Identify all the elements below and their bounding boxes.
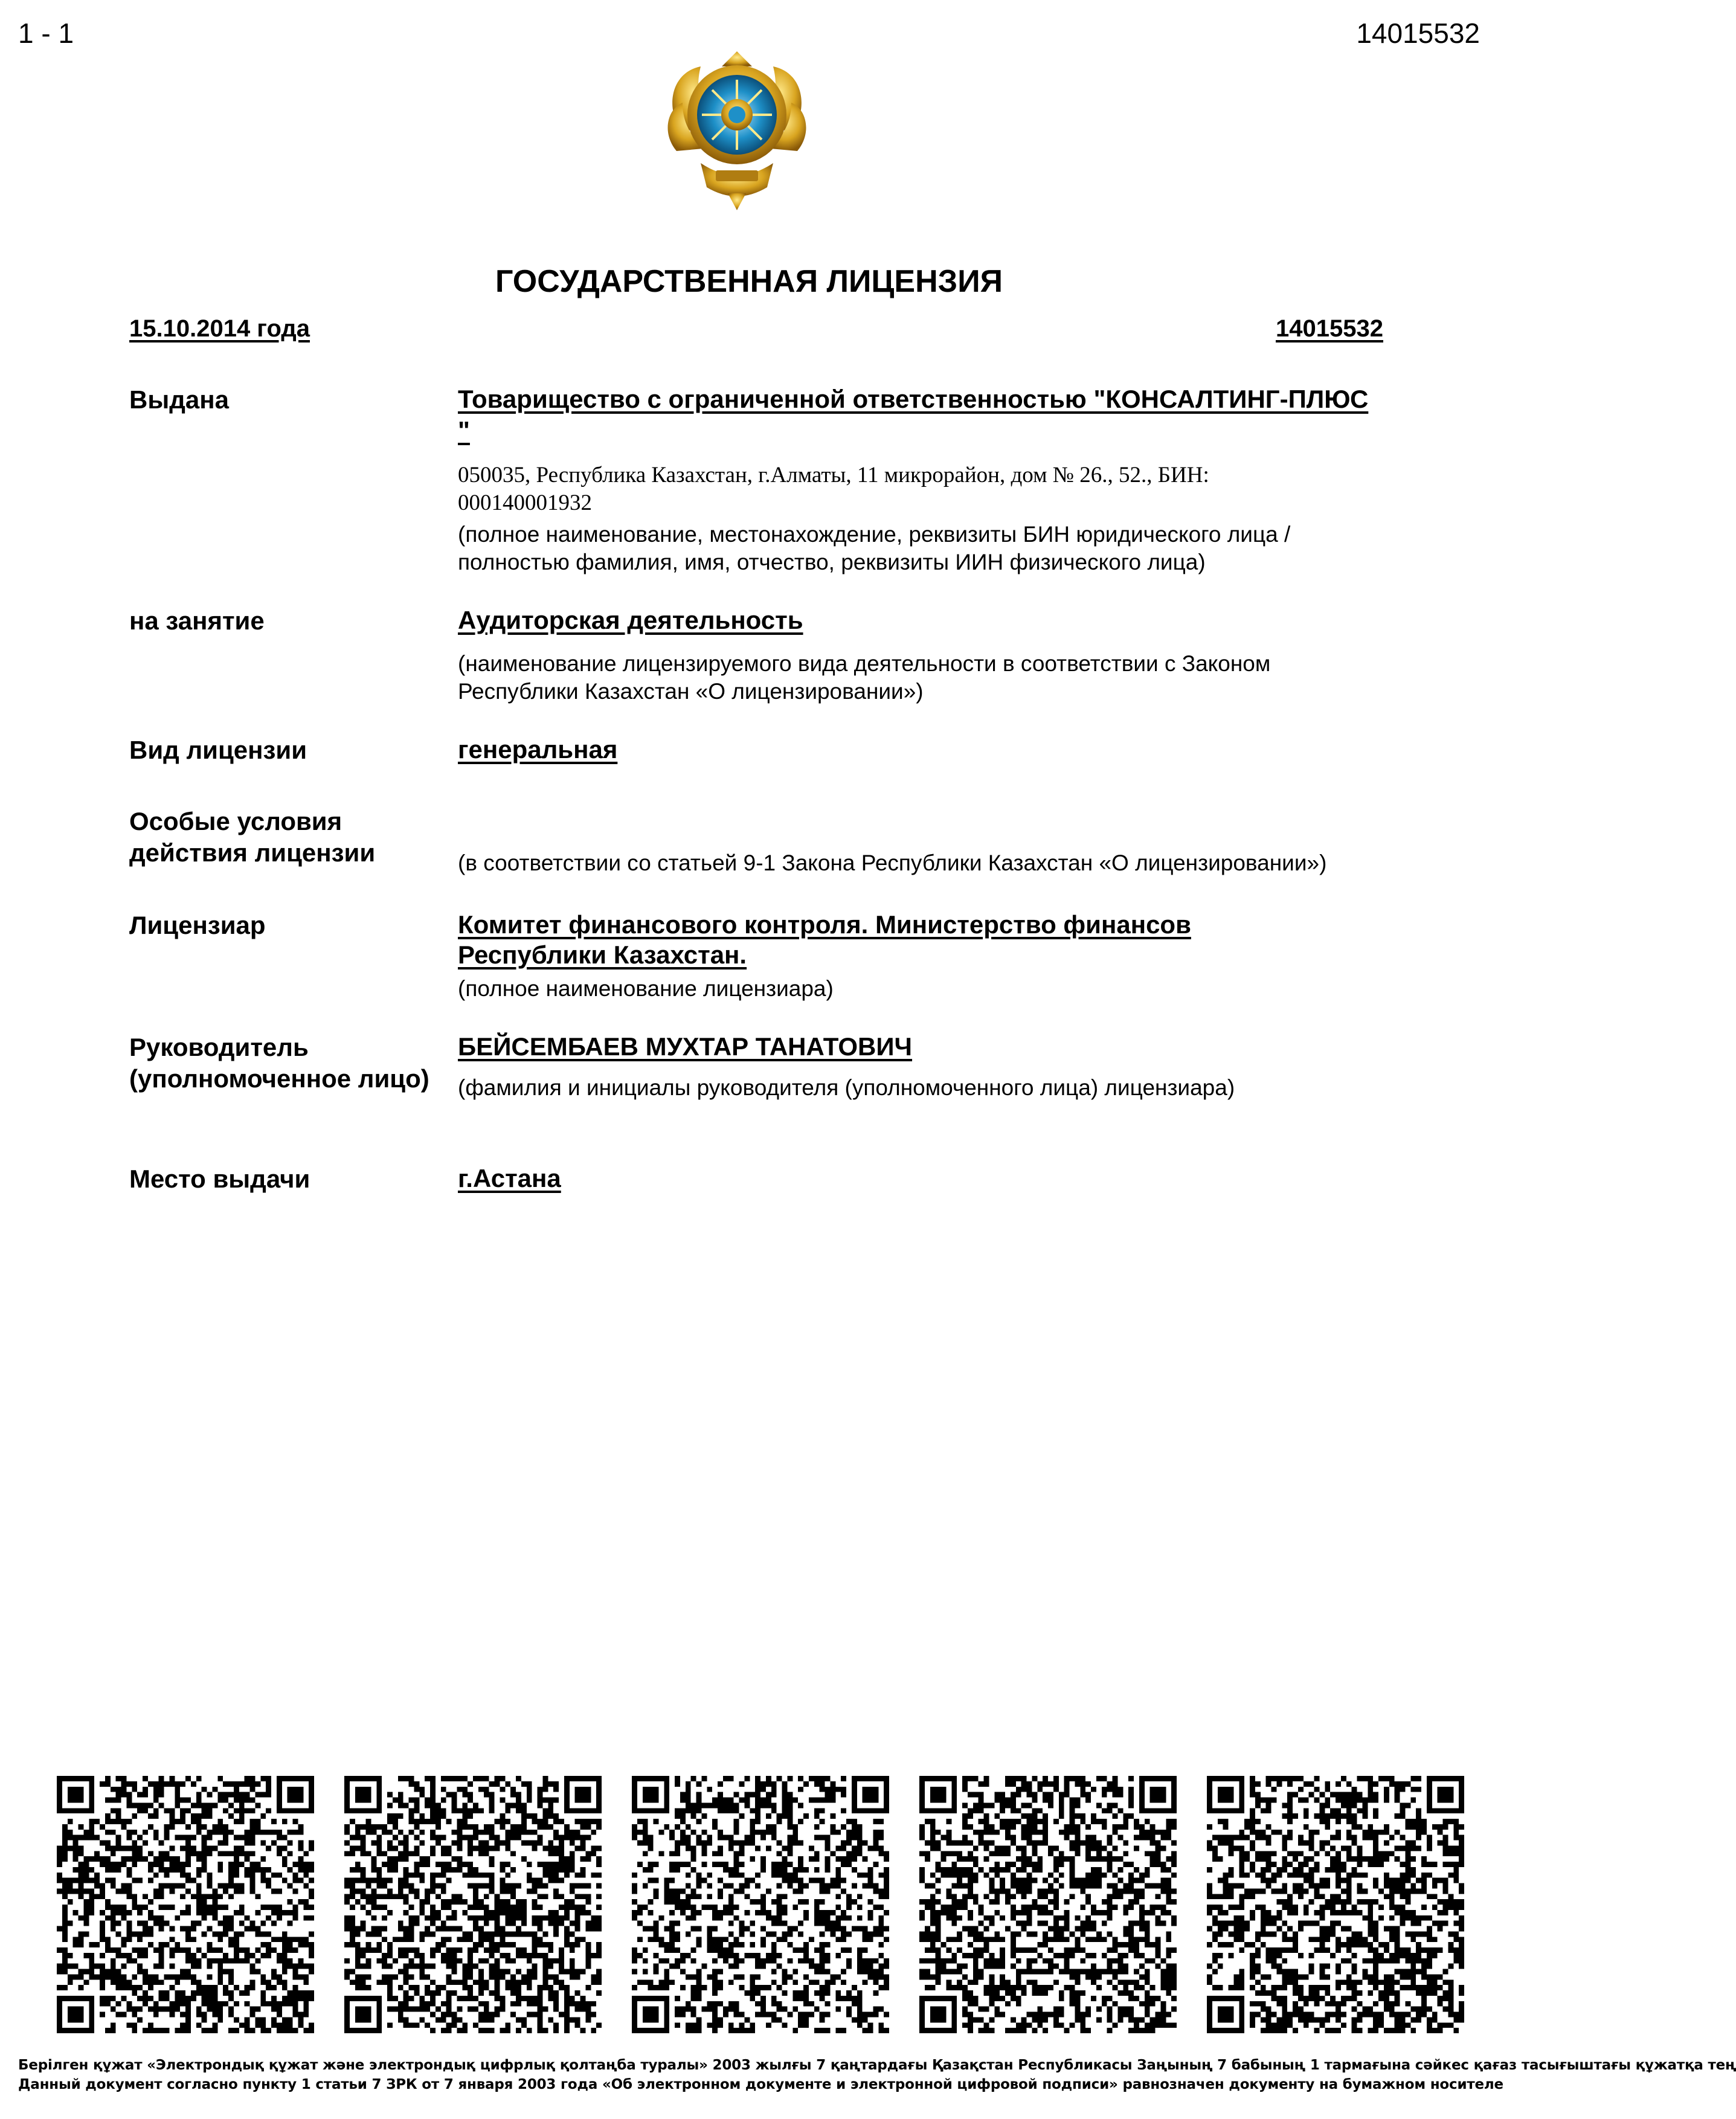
head-label-line2: (уполномоченное лицо): [129, 1064, 429, 1093]
issued-to-note-line1: (полное наименование, местонахождение, реквизиты БИН юридического лица /: [458, 522, 1291, 547]
issued-to-label: Выдана: [129, 385, 229, 414]
qr-code-icon: [918, 1776, 1178, 2033]
license-type-value: генеральная: [458, 735, 618, 764]
head-value: БЕЙСЕМБАЕВ МУХТАР ТАНАТОВИЧ: [458, 1032, 913, 1061]
footer-legal-ru: Данный документ согласно пункту 1 статьи 7 ЗРК от 7 января 2003 года «Об электронном документе и электронной цифровой подписи» равнозначен документу на бумажном носителе: [18, 2077, 1503, 2092]
license-type-label: Вид лицензии: [129, 736, 307, 764]
issued-to-address-line1: 050035, Республика Казахстан, г.Алматы, 11 микрорайон, дом № 26., 52., БИН:: [458, 463, 1209, 487]
licensor-value-line2: Республики Казахстан.: [458, 941, 747, 969]
issue-date: 15.10.2014 года: [129, 315, 310, 342]
kazakhstan-state-emblem-icon: [658, 42, 815, 211]
special-conditions-note: (в соответствии со статьей 9-1 Закона Республики Казахстан «О лицензировании»): [458, 850, 1327, 875]
head-note: (фамилия и инициалы руководителя (уполномоченного лица) лицензиара): [458, 1075, 1235, 1100]
head-label-line1: Руководитель: [129, 1033, 309, 1061]
licensor-label: Лицензиар: [129, 911, 266, 939]
qr-code-icon: [631, 1776, 890, 2033]
issued-to-address-line2: 000140001932: [458, 490, 592, 515]
place-value: г.Астана: [458, 1164, 561, 1192]
license-number: 14015532: [1276, 315, 1383, 342]
licensor-note: (полное наименование лицензиара): [458, 976, 834, 1001]
special-conditions-label-line1: Особые условия: [129, 807, 342, 835]
qr-code-icon: [343, 1776, 603, 2033]
activity-value: Аудиторская деятельность: [458, 606, 803, 634]
document-number-top: 14015532: [1356, 18, 1480, 49]
activity-label: на занятие: [129, 606, 265, 635]
activity-note-line1: (наименование лицензируемого вида деятельности в соответствии с Законом: [458, 651, 1271, 676]
qr-code-icon: [1206, 1776, 1465, 2033]
activity-note-line2: Республики Казахстан «О лицензировании»): [458, 679, 924, 704]
special-conditions-label-line2: действия лицензии: [129, 838, 376, 867]
footer-legal-kz: Берілген құжат «Электрондық құжат және электрондық цифрлық қолтаңба туралы» 2003 жылғы 7 қаңтардағы Қазақстан Республикасы Заңының 7 бабының 1 тармағына сәйкес қағаз тасығыштағы құжатқа тең: [18, 2057, 1736, 2073]
qr-code-icon: [56, 1776, 315, 2033]
issued-to-value-line2: ": [458, 416, 470, 445]
page-indicator: 1 - 1: [18, 18, 74, 49]
place-label: Место выдачи: [129, 1165, 310, 1193]
issued-to-note-line2: полностью фамилия, имя, отчество, реквизиты ИИН физического лица): [458, 550, 1206, 574]
licensor-value-line1: Комитет финансового контроля. Министерство финансов: [458, 910, 1191, 939]
document-title: ГОСУДАРСТВЕННАЯ ЛИЦЕНЗИЯ: [495, 264, 1003, 299]
issued-to-value-line1: Товарищество с ограниченной ответственностью "КОНСАЛТИНГ-ПЛЮС: [458, 385, 1369, 413]
